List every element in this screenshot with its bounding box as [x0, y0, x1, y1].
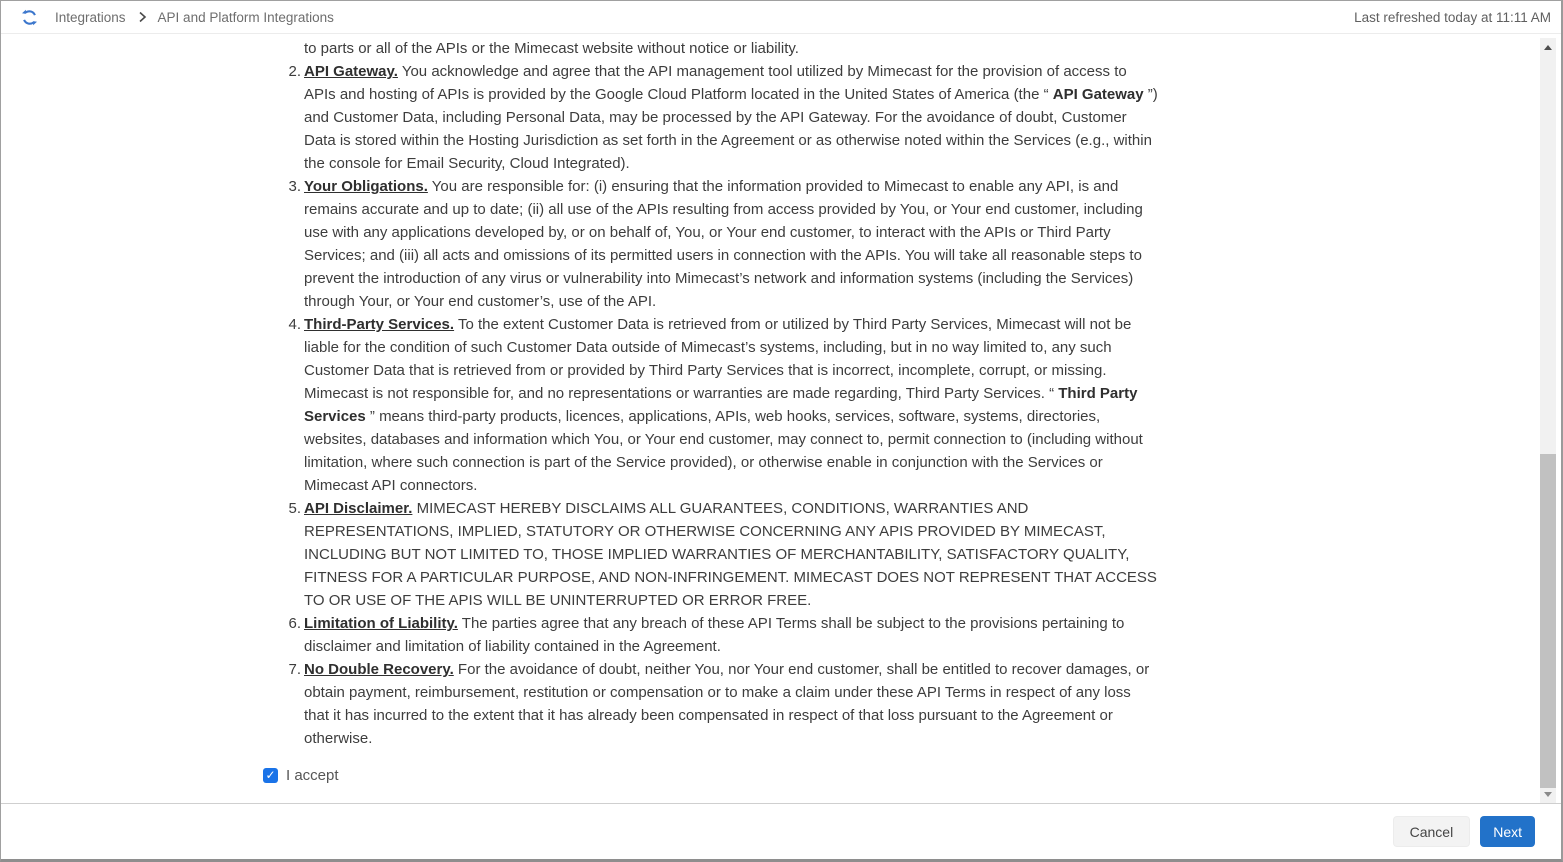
list-item-title: Limitation of Liability. — [304, 615, 458, 632]
scrollbar-thumb[interactable] — [1540, 454, 1556, 788]
list-item — [284, 175, 1561, 313]
list-item-text — [304, 313, 1158, 497]
list-item-title: API Gateway. — [304, 63, 398, 80]
list-item-number: 4. — [288, 316, 301, 333]
list-item-body2: ”) and Customer Data, including Personal Data, may be processed by the API Gateway. For the avoidance of doubt, Customer Data is stored within the Hosting Jurisdiction as set forth in the Agreement or as otherwise noted within the Services (e.g., within the console for Email Security, Cloud Integrated). — [304, 86, 1158, 172]
list-item-body: For the avoidance of doubt, neither You, nor Your end customer, shall be entitled to recover damages, or obtain payment, reimbursement, restitution or compensation or to make a claim under these API Terms in respect of any loss that it has incurred to the extent that it has already been compensated in respect of that loss pursuant to the Agreement or otherwise. — [304, 661, 1150, 747]
list-item-body: to parts or all of the APIs or the Mimecast website without notice or liability. — [304, 40, 799, 57]
list-item-bold-term: Third Party Services — [304, 385, 1138, 425]
list-item-body: You acknowledge and agree that the API management tool utilized by Mimecast for the provision of access to APIs and hosting of APIs is provided by the Google Cloud Platform located in the United States of America (the “ — [304, 63, 1127, 103]
list-item-title: API Disclaimer. — [304, 500, 413, 517]
list-item-body: To the extent Customer Data is retrieved from or utilized by Third Party Services, Mimecast will not be liable for the condition of such Customer Data outside of Mimecast’s systems, including, but in no way limited to, any such Customer Data that is retrieved from or provided by Third Party Services that is incorrect, incomplete, corrupt, or missing. Mimecast is not responsible for, and no representations or warranties are made regarding, Third Party Services. “ — [304, 316, 1132, 402]
accept-checkbox-label: I accept — [286, 767, 339, 784]
list-item-body2: ” means third-party products, licences, applications, APIs, web hooks, services, software, systems, directories, websites, databases and information which You, or Your end customer, may connect to, permit connection to (including without limitation, where such connection is part of the Service provided), or otherwise enable in conjunction with the Services or Mimecast API connectors. — [304, 408, 1143, 494]
list-item-text — [304, 60, 1158, 175]
list-item — [284, 612, 1561, 658]
list-item-title: Your Obligations. — [304, 178, 428, 195]
list-item-text — [304, 497, 1158, 612]
list-item-body: MIMECAST HEREBY DISCLAIMS ALL GUARANTEES, CONDITIONS, WARRANTIES AND REPRESENTATIONS, IMPLIED, STATUTORY OR OTHERWISE CONCERNING ANY APIS PROVIDED BY MIMECAST, INCLUDING BUT NOT LIMITED TO, THOSE IMPLIED WARRANTIES OF MERCHANTABILITY, SATISFACTORY QUALITY, FITNESS FOR A PARTICULAR PURPOSE, AND NON-INFRINGEMENT. MIMECAST DOES NOT REPRESENT THAT ACCESS TO OR USE OF THE APIS WILL BE UNINTERRUPTED OR ERROR FREE. — [304, 500, 1157, 609]
refresh-icon — [21, 9, 38, 26]
scrollbar-down-arrow[interactable] — [1540, 787, 1556, 801]
list-item — [284, 497, 1561, 612]
list-item-number: 5. — [288, 500, 301, 517]
chevron-right-icon — [136, 11, 148, 23]
list-item-text — [304, 37, 1158, 60]
terms-content-area — [1, 34, 1561, 803]
triangle-up-icon — [1544, 45, 1552, 50]
list-item-number — [284, 37, 301, 60]
list-item-number: 3. — [288, 178, 301, 195]
list-item — [284, 313, 1561, 497]
triangle-down-icon — [1544, 792, 1552, 797]
list-item-number: 2. — [288, 63, 301, 80]
footer-action-bar — [1, 803, 1561, 859]
last-refreshed-status: Last refreshed today at 11:11 AM — [1354, 9, 1551, 25]
list-item — [284, 37, 1561, 60]
list-item-number: 7. — [288, 661, 301, 678]
list-item — [284, 60, 1561, 175]
list-item-text — [304, 658, 1158, 750]
list-item-text — [304, 612, 1158, 658]
list-item-body: The parties agree that any breach of these API Terms shall be subject to the provisions pertaining to disclaimer and limitation of liability contained in the Agreement. — [304, 615, 1125, 655]
breadcrumb-api-platform-integrations[interactable]: API and Platform Integrations — [157, 9, 334, 25]
list-item-bold-term: API Gateway — [1052, 86, 1144, 103]
refresh-button[interactable] — [19, 7, 39, 27]
terms-list — [1, 34, 1561, 750]
topbar — [1, 1, 1561, 34]
list-item-text — [304, 175, 1158, 313]
scrollbar-up-arrow[interactable] — [1540, 40, 1556, 54]
list-item-title: No Double Recovery. — [304, 661, 454, 678]
scrollbar[interactable] — [1540, 38, 1556, 803]
list-item-body: You are responsible for: (i) ensuring that the information provided to Mimecast to enable any API, is and remains accurate and up to date; (ii) all use of the APIs resulting from access provided by You, or Your end customer, including use with any applications developed by, or on behalf of, You, or Your end customer, to interact with the APIs or Third Party Services; and (iii) all acts and omissions of its permitted users in connection with the APIs. You will take all reasonable steps to prevent the introduction of any virus or vulnerability into Mimecast’s network and information systems (including the Services) through Your, or Your end customer’s, use of the API. — [304, 178, 1143, 310]
next-button[interactable]: Next — [1480, 816, 1535, 847]
cancel-button[interactable]: Cancel — [1393, 816, 1471, 847]
breadcrumb-integrations[interactable]: Integrations — [55, 9, 126, 25]
list-item-number: 6. — [288, 615, 301, 632]
list-item-title: Third-Party Services. — [304, 316, 455, 333]
list-item — [284, 658, 1561, 750]
accept-checkbox[interactable]: ✓ — [263, 768, 278, 783]
accept-row — [263, 767, 1561, 784]
